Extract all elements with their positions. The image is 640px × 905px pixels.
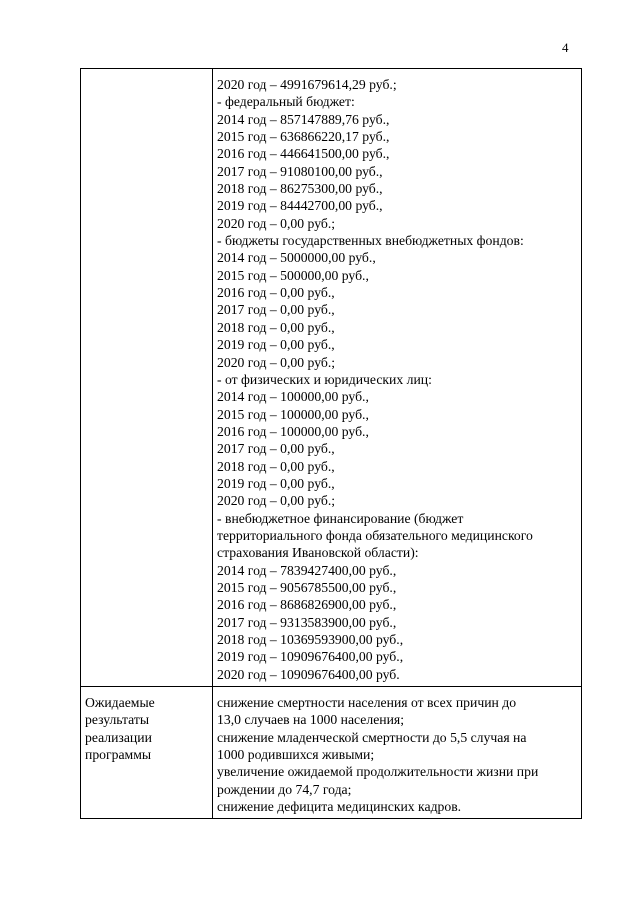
table-row-funding [81, 69, 582, 687]
text-line: Ожидаемые [85, 695, 155, 711]
text-line: реализации [85, 729, 152, 745]
text-line: 2014 год – 857147889,76 руб., [217, 111, 390, 127]
text-line: 2019 год – 84442700,00 руб., [217, 198, 383, 214]
text-line: 1000 родившихся живыми; [217, 747, 375, 763]
table-row-expected-results [81, 687, 582, 819]
text-line: территориального фонда обязательного медицинского [217, 527, 533, 543]
text-line: 2015 год – 500000,00 руб., [217, 267, 369, 283]
text-line: 2014 год – 7839427400,00 руб., [217, 562, 397, 578]
funding-label-cell [81, 69, 213, 687]
text-line: 2016 год – 446641500,00 руб., [217, 146, 390, 162]
text-line: 2018 год – 0,00 руб., [217, 458, 335, 474]
text-line: 2017 год – 0,00 руб., [217, 441, 335, 457]
program-passport-table [80, 68, 582, 819]
text-line: снижение младенческой смертности до 5,5 случая на [217, 729, 527, 745]
text-line: - бюджеты государственных внебюджетных фондов: [217, 233, 524, 249]
text-line: 2016 год – 100000,00 руб., [217, 423, 369, 439]
text-line: 2019 год – 10909676400,00 руб., [217, 649, 404, 665]
text-line: - внебюджетное финансирование (бюджет [217, 510, 464, 526]
text-line: 2020 год – 4991679614,29 руб.; [217, 77, 397, 92]
text-line: 2017 год – 9313583900,00 руб., [217, 614, 397, 630]
text-line: 2014 год – 5000000,00 руб., [217, 250, 376, 266]
text-line: 2014 год – 100000,00 руб., [217, 389, 369, 405]
text-line: 2016 год – 8686826900,00 руб., [217, 597, 397, 613]
text-line: 13,0 случаев на 1000 населения; [217, 712, 405, 728]
text-line: 2019 год – 0,00 руб., [217, 337, 335, 353]
text-line: 2019 год – 0,00 руб., [217, 475, 335, 491]
text-line: 2020 год – 0,00 руб.; [217, 354, 336, 370]
text-line: страхования Ивановской области): [217, 545, 419, 561]
text-line: 2017 год – 91080100,00 руб., [217, 163, 383, 179]
text-line: 2020 год – 10909676400,00 руб. [217, 666, 400, 682]
text-line: 2015 год – 636866220,17 руб., [217, 129, 390, 145]
text-line: - от физических и юридических лиц: [217, 371, 432, 387]
text-line: 2015 год – 9056785500,00 руб., [217, 579, 397, 595]
text-line: 2020 год – 0,00 руб.; [217, 215, 336, 231]
text-line: 2020 год – 0,00 руб.; [217, 493, 336, 509]
text-line: 2018 год – 0,00 руб., [217, 319, 335, 335]
page-number: 4 [562, 40, 569, 55]
text-line: увеличение ожидаемой продолжительности жизни при [217, 764, 539, 780]
text-line: результаты [85, 712, 150, 728]
text-line: снижение смертности населения от всех причин до [217, 695, 517, 711]
expected-results-label-cell [81, 687, 213, 819]
text-line: 2017 год – 0,00 руб., [217, 302, 335, 318]
text-line: рождении до 74,7 года; [217, 781, 352, 797]
text-line: программы [85, 747, 152, 763]
text-line: 2018 год – 10369593900,00 руб., [217, 632, 404, 647]
expected-results-value-cell [213, 687, 582, 819]
text-line: снижение дефицита медицинских кадров. [217, 799, 462, 815]
text-line: 2016 год – 0,00 руб., [217, 285, 335, 301]
text-line: 2018 год – 86275300,00 руб., [217, 181, 383, 197]
text-line: 2015 год – 100000,00 руб., [217, 406, 369, 422]
text-line: - федеральный бюджет: [217, 94, 355, 110]
funding-value-cell [213, 69, 582, 687]
